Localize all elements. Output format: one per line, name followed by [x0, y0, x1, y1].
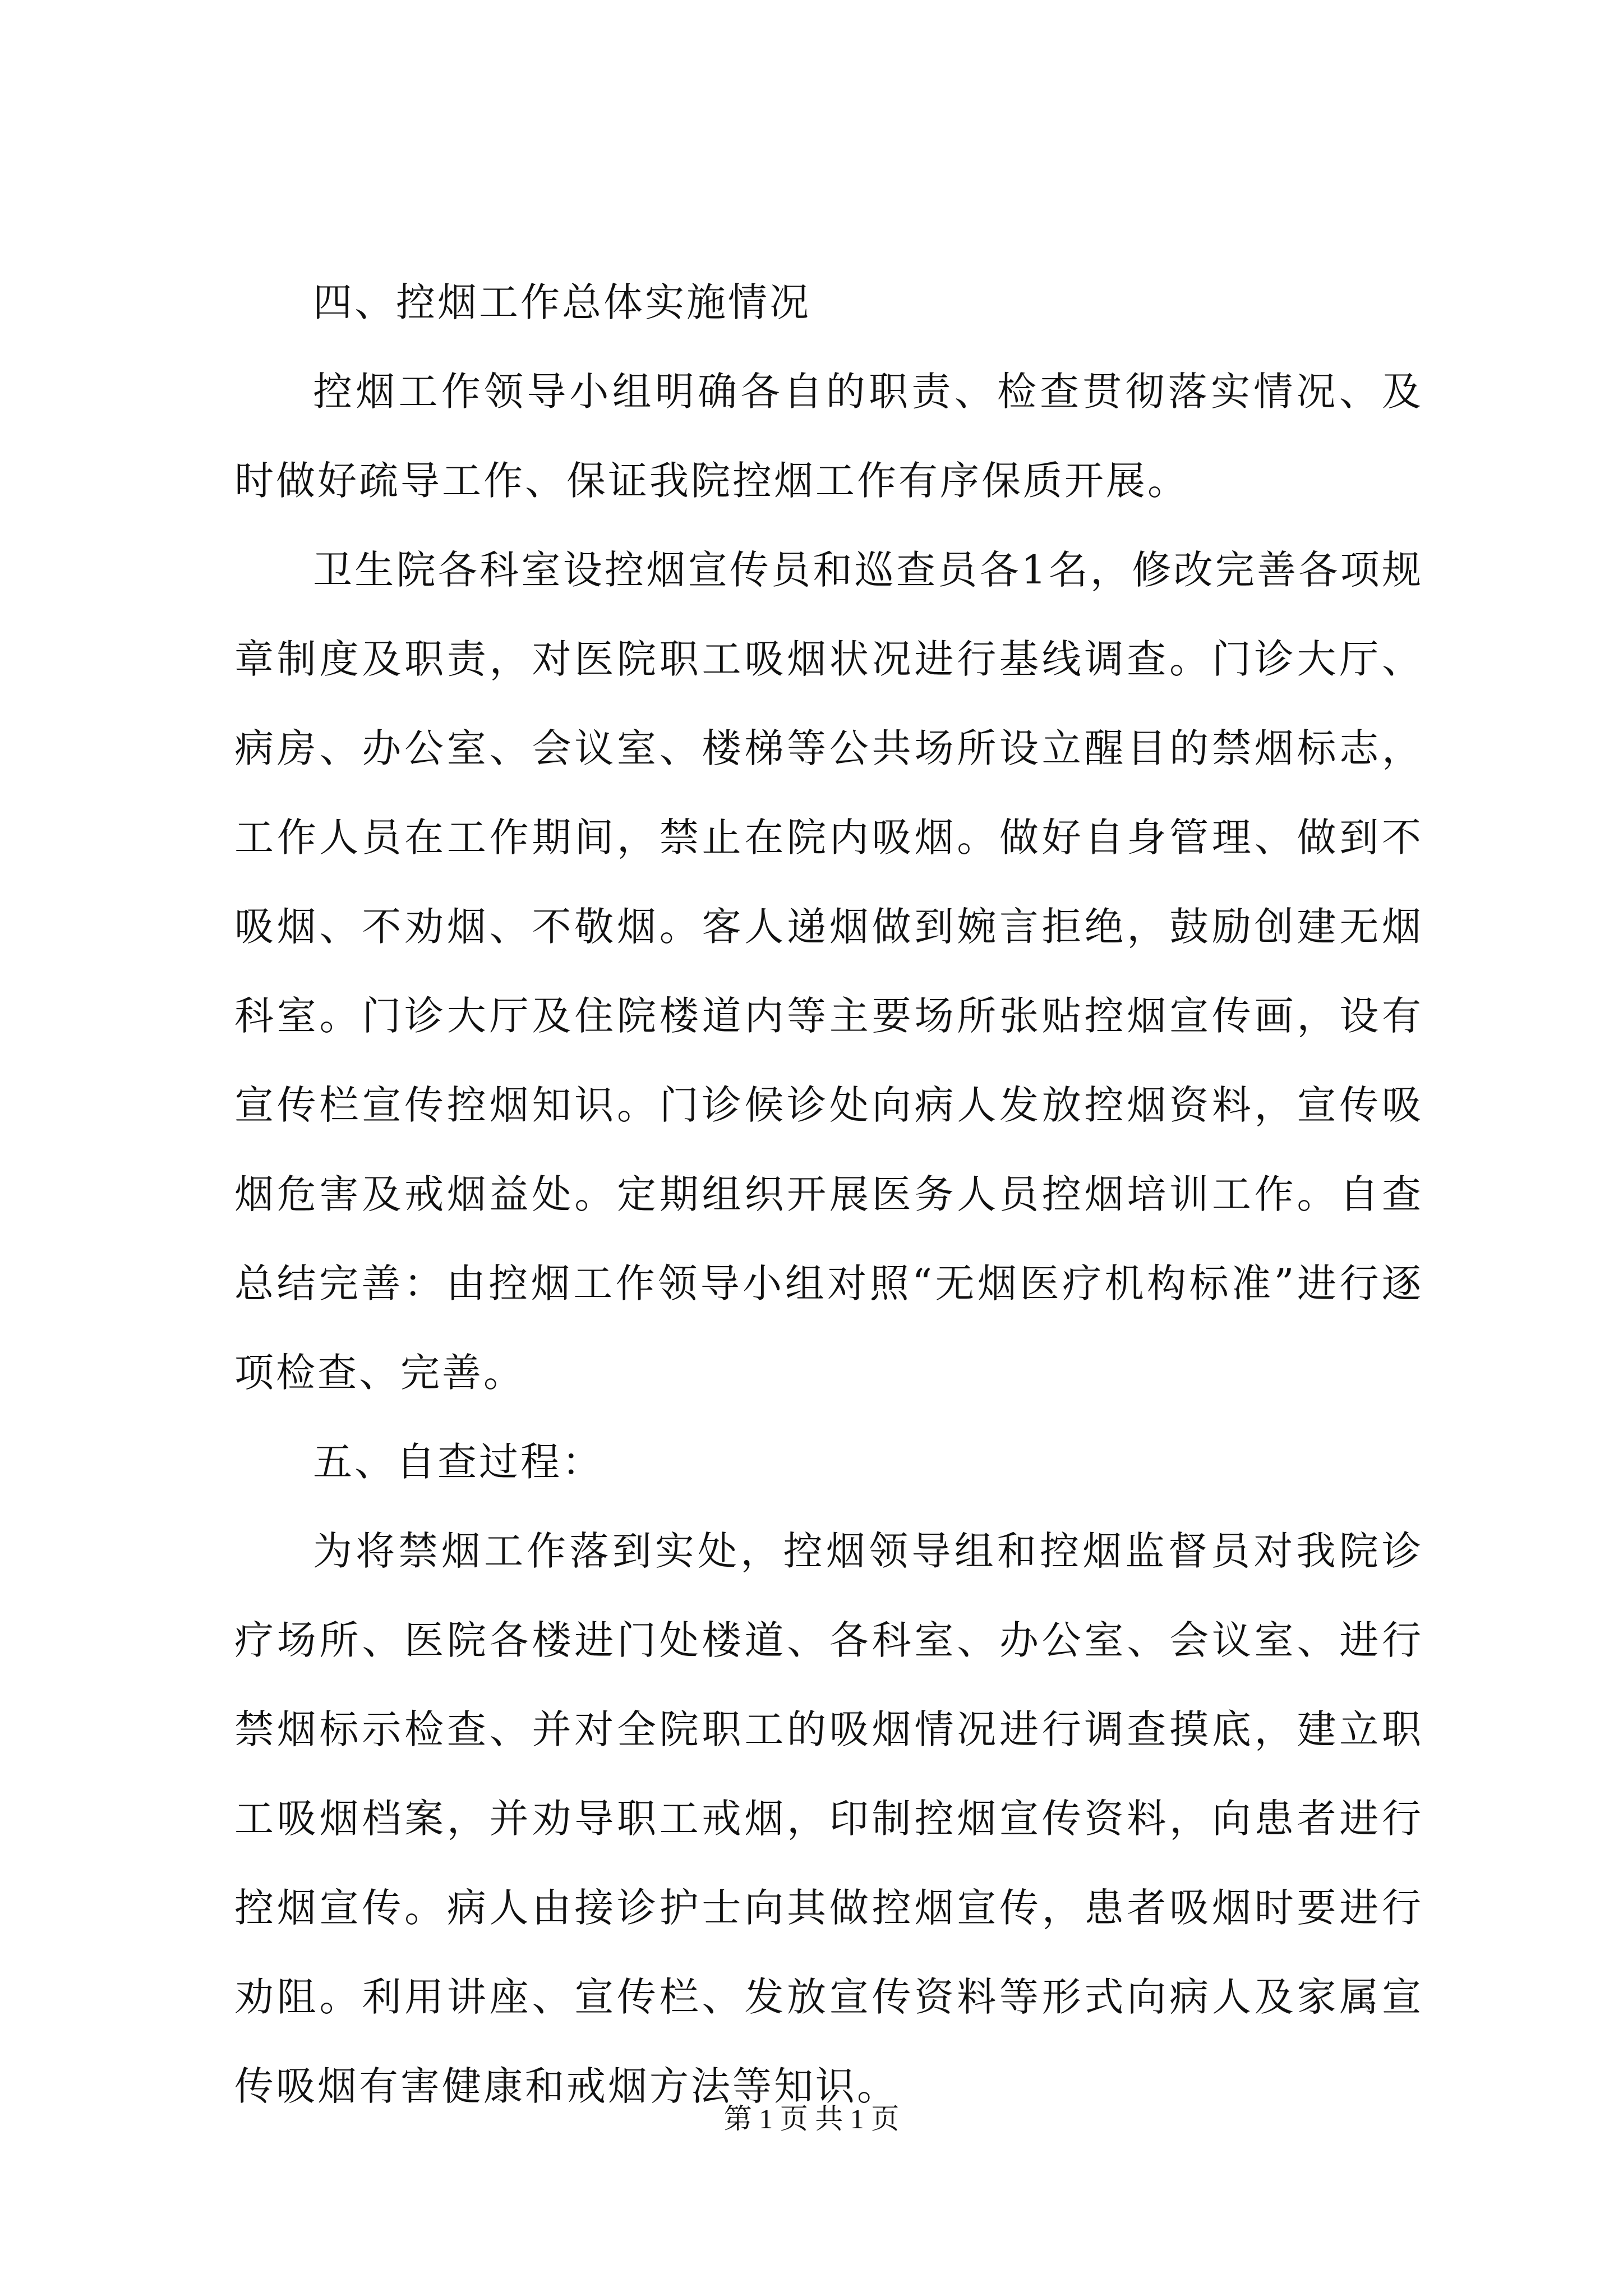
section-4-paragraph-2: 卫生院各科室设控烟宣传员和巡查员各1名，修改完善各项规章制度及职责，对医院职工吸烟状况进行基线调查。门诊大厅、病房、办公室、会议室、楼梯等公共场所设立醒目的禁烟标志，工作人员在工作期间，禁止在院内吸烟。做好自身管理、做到不吸烟、不劝烟、不敬烟。客人递烟做到婉言拒绝，鼓励创建无烟科室。门诊大厅及住院楼道内等主要场所张贴控烟宣传画，设有宣传栏宣传控烟知识。门诊候诊处向病人发放控烟资料，宣传吸烟危害及戒烟益处。定期组织开展医务人员控烟培训工作。自查总结完善：由控烟工作领导小组对照“无烟医疗机构标准”进行逐项检查、完善。: [234, 547, 1423, 1396]
section-4-paragraph-1: 控烟工作领导小组明确各自的职责、检查贯彻落实情况、及时做好疏导工作、保证我院控烟工作有序保质开展。: [234, 369, 1423, 504]
section-5-heading: 五、自查过程：: [313, 1439, 603, 1485]
section-4-heading: 四、控烟工作总体实施情况: [313, 279, 811, 325]
document-body: [234, 258, 1423, 2131]
page-number-footer: 第 1 页 共 1 页: [723, 2103, 900, 2134]
section-5-paragraph-1: 为将禁烟工作落到实处，控烟领导组和控烟监督员对我院诊疗场所、医院各楼进门处楼道、各科室、办公室、会议室、进行禁烟标示检查、并对全院职工的吸烟情况进行调查摸底，建立职工吸烟档案，并劝导职工戒烟，印制控烟宣传资料，向患者进行控烟宣传。病人由接诊护士向其做控烟宣传，患者吸烟时要进行劝阻。利用讲座、宣传栏、发放宣传资料等形式向病人及家属宣传吸烟有害健康和戒烟方法等知识。: [234, 1528, 1423, 2109]
